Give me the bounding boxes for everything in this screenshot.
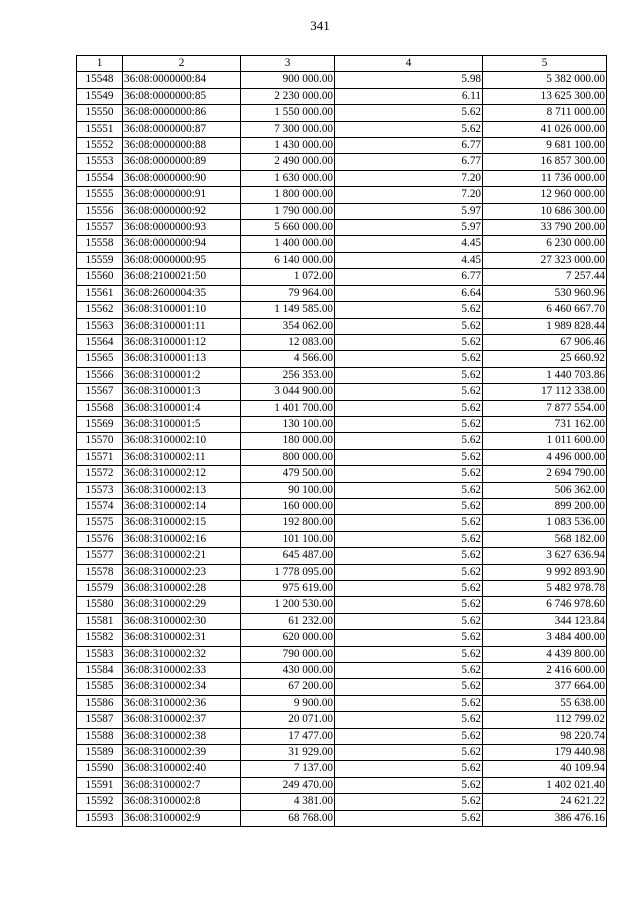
tax-amount-cell: 506 362.00	[483, 482, 607, 498]
row-number-cell: 15573	[77, 482, 123, 498]
cadastral-value-cell: 1 778 095.00	[241, 564, 335, 580]
table-row	[77, 252, 607, 268]
row-number-cell: 15588	[77, 728, 123, 744]
row-number-cell: 15581	[77, 613, 123, 629]
tax-amount-cell: 179 440.98	[483, 745, 607, 761]
cadastral-number-cell: 36:08:0000000:86	[123, 105, 241, 121]
cadastral-number-cell: 36:08:3100002:32	[123, 646, 241, 662]
cadastral-value-cell: 1 400 000.00	[241, 236, 335, 252]
table-row	[77, 285, 607, 301]
cadastral-value-cell: 4 381.00	[241, 794, 335, 810]
cadastral-number-cell: 36:08:0000000:84	[123, 72, 241, 88]
rate-cell: 6.77	[335, 269, 483, 285]
table-row	[77, 810, 607, 826]
cadastral-number-cell: 36:08:0000000:94	[123, 236, 241, 252]
cadastral-number-cell: 36:08:0000000:91	[123, 187, 241, 203]
cadastral-number-cell: 36:08:0000000:85	[123, 88, 241, 104]
rate-cell: 5.62	[335, 384, 483, 400]
table-row	[77, 712, 607, 728]
page-number: 341	[310, 18, 330, 33]
tax-amount-cell: 344 123.84	[483, 613, 607, 629]
tax-amount-cell: 41 026 000.00	[483, 121, 607, 137]
cadastral-value-cell: 79 964.00	[241, 285, 335, 301]
cadastral-number-cell: 36:08:3100001:10	[123, 302, 241, 318]
cadastral-value-cell: 20 071.00	[241, 712, 335, 728]
cadastral-value-cell: 620 000.00	[241, 630, 335, 646]
row-number-cell: 15584	[77, 663, 123, 679]
cadastral-number-cell: 36:08:0000000:89	[123, 154, 241, 170]
cadastral-number-cell: 36:08:3100002:10	[123, 433, 241, 449]
column-header-1: 1	[77, 56, 123, 72]
column-header-5: 5	[483, 56, 607, 72]
rate-cell: 6.77	[335, 138, 483, 154]
rate-cell: 6.11	[335, 88, 483, 104]
tax-amount-cell: 13 625 300.00	[483, 88, 607, 104]
rate-cell: 6.77	[335, 154, 483, 170]
table-row	[77, 515, 607, 531]
cadastral-number-cell: 36:08:3100001:3	[123, 384, 241, 400]
cadastral-value-cell: 1 550 000.00	[241, 105, 335, 121]
rate-cell: 5.62	[335, 351, 483, 367]
tax-amount-cell: 3 627 636.94	[483, 548, 607, 564]
table-row	[77, 466, 607, 482]
rate-cell: 5.62	[335, 400, 483, 416]
cadastral-value-cell: 1 430 000.00	[241, 138, 335, 154]
row-number-cell: 15559	[77, 252, 123, 268]
table-row	[77, 367, 607, 383]
rate-cell: 5.62	[335, 302, 483, 318]
table-row	[77, 203, 607, 219]
cadastral-value-cell: 1 149 585.00	[241, 302, 335, 318]
row-number-cell: 15567	[77, 384, 123, 400]
cadastral-number-cell: 36:08:0000000:87	[123, 121, 241, 137]
table-row	[77, 220, 607, 236]
rate-cell: 5.62	[335, 745, 483, 761]
table-body	[77, 72, 607, 827]
cadastral-value-cell: 31 929.00	[241, 745, 335, 761]
row-number-cell: 15592	[77, 794, 123, 810]
cadastral-value-cell: 7 137.00	[241, 761, 335, 777]
cadastral-number-cell: 36:08:3100001:2	[123, 367, 241, 383]
cadastral-number-cell: 36:08:3100002:13	[123, 482, 241, 498]
rate-cell: 5.98	[335, 72, 483, 88]
row-number-cell: 15590	[77, 761, 123, 777]
row-number-cell: 15591	[77, 777, 123, 793]
cadastral-value-cell: 645 487.00	[241, 548, 335, 564]
table-row	[77, 400, 607, 416]
rate-cell: 5.62	[335, 367, 483, 383]
cadastral-number-cell: 36:08:2600004:35	[123, 285, 241, 301]
row-number-cell: 15548	[77, 72, 123, 88]
column-header-4: 4	[335, 56, 483, 72]
cadastral-number-cell: 36:08:0000000:92	[123, 203, 241, 219]
cadastral-number-cell: 36:08:3100002:16	[123, 531, 241, 547]
cadastral-value-cell: 900 000.00	[241, 72, 335, 88]
table-row	[77, 777, 607, 793]
rate-cell: 5.62	[335, 663, 483, 679]
row-number-cell: 15570	[77, 433, 123, 449]
column-header-2: 2	[123, 56, 241, 72]
cadastral-value-cell: 1 200 530.00	[241, 597, 335, 613]
tax-amount-cell: 25 660.92	[483, 351, 607, 367]
rate-cell: 5.97	[335, 220, 483, 236]
cadastral-number-cell: 36:08:3100002:15	[123, 515, 241, 531]
cadastral-value-cell: 192 800.00	[241, 515, 335, 531]
row-number-cell: 15571	[77, 449, 123, 465]
cadastral-value-cell: 90 100.00	[241, 482, 335, 498]
row-number-cell: 15583	[77, 646, 123, 662]
table-row	[77, 302, 607, 318]
table-row	[77, 745, 607, 761]
cadastral-number-cell: 36:08:3100001:4	[123, 400, 241, 416]
tax-amount-cell: 530 960.96	[483, 285, 607, 301]
tax-amount-cell: 1 440 703.86	[483, 367, 607, 383]
rate-cell: 7.20	[335, 170, 483, 186]
row-number-cell: 15578	[77, 564, 123, 580]
cadastral-value-cell: 430 000.00	[241, 663, 335, 679]
cadastral-value-cell: 975 619.00	[241, 581, 335, 597]
row-number-cell: 15564	[77, 334, 123, 350]
rate-cell: 5.62	[335, 646, 483, 662]
row-number-cell: 15553	[77, 154, 123, 170]
cadastral-value-cell: 1 630 000.00	[241, 170, 335, 186]
cadastral-number-cell: 36:08:3100001:13	[123, 351, 241, 367]
cadastral-number-cell: 36:08:3100002:14	[123, 498, 241, 514]
tax-amount-cell: 899 200.00	[483, 498, 607, 514]
cadastral-number-cell: 36:08:3100002:39	[123, 745, 241, 761]
table-row	[77, 318, 607, 334]
tax-amount-cell: 6 230 000.00	[483, 236, 607, 252]
row-number-cell: 15593	[77, 810, 123, 826]
rate-cell: 5.62	[335, 318, 483, 334]
rate-cell: 5.62	[335, 105, 483, 121]
tax-amount-cell: 98 220.74	[483, 728, 607, 744]
cadastral-number-cell: 36:08:3100002:36	[123, 695, 241, 711]
table-row	[77, 531, 607, 547]
tax-amount-cell: 6 460 667.70	[483, 302, 607, 318]
tax-amount-cell: 7 257.44	[483, 269, 607, 285]
cadastral-number-cell: 36:08:3100002:28	[123, 581, 241, 597]
cadastral-value-cell: 61 232.00	[241, 613, 335, 629]
tax-amount-cell: 4 496 000.00	[483, 449, 607, 465]
cadastral-value-cell: 1 790 000.00	[241, 203, 335, 219]
tax-amount-cell: 27 323 000.00	[483, 252, 607, 268]
table-row	[77, 482, 607, 498]
table-row	[77, 433, 607, 449]
tax-amount-cell: 1 011 600.00	[483, 433, 607, 449]
cadastral-value-cell: 3 044 900.00	[241, 384, 335, 400]
rate-cell: 5.62	[335, 531, 483, 547]
tax-amount-cell: 5 482 978.78	[483, 581, 607, 597]
tax-amount-cell: 55 638.00	[483, 695, 607, 711]
tax-amount-cell: 9 992 893.90	[483, 564, 607, 580]
cadastral-value-cell: 68 768.00	[241, 810, 335, 826]
row-number-cell: 15589	[77, 745, 123, 761]
row-number-cell: 15580	[77, 597, 123, 613]
rate-cell: 5.62	[335, 695, 483, 711]
tax-amount-cell: 8 711 000.00	[483, 105, 607, 121]
table-row	[77, 679, 607, 695]
table-row	[77, 695, 607, 711]
rate-cell: 5.62	[335, 466, 483, 482]
table-row	[77, 794, 607, 810]
tax-amount-cell: 17 112 338.00	[483, 384, 607, 400]
table-row	[77, 663, 607, 679]
row-number-cell: 15557	[77, 220, 123, 236]
cadastral-value-cell: 1 401 700.00	[241, 400, 335, 416]
row-number-cell: 15552	[77, 138, 123, 154]
header-row	[77, 56, 607, 72]
row-number-cell: 15551	[77, 121, 123, 137]
rate-cell: 5.62	[335, 728, 483, 744]
cadastral-value-cell: 1 072.00	[241, 269, 335, 285]
tax-amount-cell: 731 162.00	[483, 416, 607, 432]
tax-amount-cell: 1 402 021.40	[483, 777, 607, 793]
cadastral-number-cell: 36:08:3100002:40	[123, 761, 241, 777]
row-number-cell: 15587	[77, 712, 123, 728]
table-row	[77, 72, 607, 88]
tax-amount-cell: 7 877 554.00	[483, 400, 607, 416]
tax-amount-cell: 568 182.00	[483, 531, 607, 547]
cadastral-value-cell: 1 800 000.00	[241, 187, 335, 203]
cadastral-value-cell: 5 660 000.00	[241, 220, 335, 236]
tax-amount-cell: 40 109.94	[483, 761, 607, 777]
tax-amount-cell: 1 083 536.00	[483, 515, 607, 531]
row-number-cell: 15562	[77, 302, 123, 318]
table-row	[77, 564, 607, 580]
cadastral-value-cell: 354 062.00	[241, 318, 335, 334]
row-number-cell: 15561	[77, 285, 123, 301]
table-row	[77, 548, 607, 564]
table-row	[77, 88, 607, 104]
row-number-cell: 15574	[77, 498, 123, 514]
table-row	[77, 646, 607, 662]
cadastral-number-cell: 36:08:3100001:11	[123, 318, 241, 334]
table-row	[77, 351, 607, 367]
table-row	[77, 269, 607, 285]
row-number-cell: 15575	[77, 515, 123, 531]
table-row	[77, 581, 607, 597]
row-number-cell: 15569	[77, 416, 123, 432]
table-row	[77, 498, 607, 514]
cadastral-number-cell: 36:08:3100002:34	[123, 679, 241, 695]
tax-amount-cell: 2 416 600.00	[483, 663, 607, 679]
rate-cell: 4.45	[335, 252, 483, 268]
cadastral-number-cell: 36:08:3100002:30	[123, 613, 241, 629]
cadastral-value-cell: 130 100.00	[241, 416, 335, 432]
cadastral-number-cell: 36:08:0000000:93	[123, 220, 241, 236]
rate-cell: 5.62	[335, 334, 483, 350]
row-number-cell: 15555	[77, 187, 123, 203]
table-row	[77, 416, 607, 432]
cadastral-value-cell: 180 000.00	[241, 433, 335, 449]
row-number-cell: 15566	[77, 367, 123, 383]
cadastral-value-cell: 256 353.00	[241, 367, 335, 383]
table-row	[77, 170, 607, 186]
table-row	[77, 105, 607, 121]
cadastral-value-cell: 12 083.00	[241, 334, 335, 350]
rate-cell: 5.62	[335, 433, 483, 449]
row-number-cell: 15568	[77, 400, 123, 416]
table-row	[77, 187, 607, 203]
table-header	[77, 56, 607, 72]
rate-cell: 5.62	[335, 449, 483, 465]
rate-cell: 5.62	[335, 121, 483, 137]
row-number-cell: 15563	[77, 318, 123, 334]
cadastral-value-cell: 2 230 000.00	[241, 88, 335, 104]
table-row	[77, 121, 607, 137]
cadastral-number-cell: 36:08:3100002:38	[123, 728, 241, 744]
tax-amount-cell: 386 476.16	[483, 810, 607, 826]
table-row	[77, 761, 607, 777]
tax-amount-cell: 9 681 100.00	[483, 138, 607, 154]
cadastral-number-cell: 36:08:3100002:7	[123, 777, 241, 793]
cadastral-number-cell: 36:08:0000000:90	[123, 170, 241, 186]
row-number-cell: 15558	[77, 236, 123, 252]
table-row	[77, 597, 607, 613]
rate-cell: 5.62	[335, 564, 483, 580]
rate-cell: 5.62	[335, 581, 483, 597]
tax-amount-cell: 10 686 300.00	[483, 203, 607, 219]
rate-cell: 5.62	[335, 482, 483, 498]
cadastral-number-cell: 36:08:3100002:31	[123, 630, 241, 646]
table-row	[77, 384, 607, 400]
cadastral-value-cell: 479 500.00	[241, 466, 335, 482]
cadastral-number-cell: 36:08:3100001:12	[123, 334, 241, 350]
row-number-cell: 15582	[77, 630, 123, 646]
table-row	[77, 154, 607, 170]
tax-amount-cell: 67 906.46	[483, 334, 607, 350]
rate-cell: 5.62	[335, 613, 483, 629]
tax-amount-cell: 11 736 000.00	[483, 170, 607, 186]
cadastral-value-cell: 790 000.00	[241, 646, 335, 662]
rate-cell: 5.62	[335, 777, 483, 793]
cadastral-value-cell: 2 490 000.00	[241, 154, 335, 170]
rate-cell: 5.62	[335, 597, 483, 613]
table-row	[77, 138, 607, 154]
tax-amount-cell: 377 664.00	[483, 679, 607, 695]
rate-cell: 5.62	[335, 630, 483, 646]
rate-cell: 5.62	[335, 712, 483, 728]
cadastral-number-cell: 36:08:3100001:5	[123, 416, 241, 432]
cadastral-number-cell: 36:08:3100002:11	[123, 449, 241, 465]
tax-amount-cell: 24 621.22	[483, 794, 607, 810]
cadastral-value-cell: 67 200.00	[241, 679, 335, 695]
tax-amount-cell: 33 790 200.00	[483, 220, 607, 236]
table-row	[77, 236, 607, 252]
tax-amount-cell: 112 799.02	[483, 712, 607, 728]
cadastral-number-cell: 36:08:3100002:33	[123, 663, 241, 679]
tax-amount-cell: 3 484 400.00	[483, 630, 607, 646]
rate-cell: 5.62	[335, 548, 483, 564]
tax-amount-cell: 12 960 000.00	[483, 187, 607, 203]
cadastral-value-table	[76, 55, 607, 827]
row-number-cell: 15550	[77, 105, 123, 121]
row-number-cell: 15577	[77, 548, 123, 564]
cadastral-number-cell: 36:08:3100002:9	[123, 810, 241, 826]
row-number-cell: 15554	[77, 170, 123, 186]
cadastral-value-cell: 800 000.00	[241, 449, 335, 465]
tax-amount-cell: 6 746 978.60	[483, 597, 607, 613]
cadastral-number-cell: 36:08:3100002:23	[123, 564, 241, 580]
cadastral-number-cell: 36:08:2100021:50	[123, 269, 241, 285]
cadastral-value-cell: 6 140 000.00	[241, 252, 335, 268]
cadastral-number-cell: 36:08:3100002:8	[123, 794, 241, 810]
cadastral-value-cell: 9 900.00	[241, 695, 335, 711]
rate-cell: 5.62	[335, 679, 483, 695]
rate-cell: 5.62	[335, 515, 483, 531]
cadastral-number-cell: 36:08:0000000:88	[123, 138, 241, 154]
column-header-3: 3	[241, 56, 335, 72]
cadastral-number-cell: 36:08:3100002:37	[123, 712, 241, 728]
table-row	[77, 334, 607, 350]
cadastral-number-cell: 36:08:3100002:29	[123, 597, 241, 613]
cadastral-value-cell: 17 477.00	[241, 728, 335, 744]
cadastral-value-cell: 4 566.00	[241, 351, 335, 367]
tax-amount-cell: 4 439 800.00	[483, 646, 607, 662]
rate-cell: 5.62	[335, 794, 483, 810]
row-number-cell: 15585	[77, 679, 123, 695]
row-number-cell: 15586	[77, 695, 123, 711]
cadastral-number-cell: 36:08:0000000:95	[123, 252, 241, 268]
tax-amount-cell: 5 382 000.00	[483, 72, 607, 88]
cadastral-number-cell: 36:08:3100002:12	[123, 466, 241, 482]
rate-cell: 6.64	[335, 285, 483, 301]
tax-amount-cell: 1 989 828.44	[483, 318, 607, 334]
table-row	[77, 449, 607, 465]
table-row	[77, 728, 607, 744]
table-row	[77, 630, 607, 646]
row-number-cell: 15549	[77, 88, 123, 104]
row-number-cell: 15560	[77, 269, 123, 285]
rate-cell: 5.62	[335, 810, 483, 826]
row-number-cell: 15565	[77, 351, 123, 367]
cadastral-value-cell: 249 470.00	[241, 777, 335, 793]
row-number-cell: 15579	[77, 581, 123, 597]
row-number-cell: 15576	[77, 531, 123, 547]
row-number-cell: 15572	[77, 466, 123, 482]
cadastral-value-cell: 101 100.00	[241, 531, 335, 547]
cadastral-value-cell: 160 000.00	[241, 498, 335, 514]
rate-cell: 5.97	[335, 203, 483, 219]
rate-cell: 5.62	[335, 761, 483, 777]
tax-amount-cell: 16 857 300.00	[483, 154, 607, 170]
row-number-cell: 15556	[77, 203, 123, 219]
tax-amount-cell: 2 694 790.00	[483, 466, 607, 482]
rate-cell: 7.20	[335, 187, 483, 203]
cadastral-value-cell: 7 300 000.00	[241, 121, 335, 137]
table-row	[77, 613, 607, 629]
rate-cell: 5.62	[335, 416, 483, 432]
rate-cell: 4.45	[335, 236, 483, 252]
rate-cell: 5.62	[335, 498, 483, 514]
cadastral-number-cell: 36:08:3100002:21	[123, 548, 241, 564]
